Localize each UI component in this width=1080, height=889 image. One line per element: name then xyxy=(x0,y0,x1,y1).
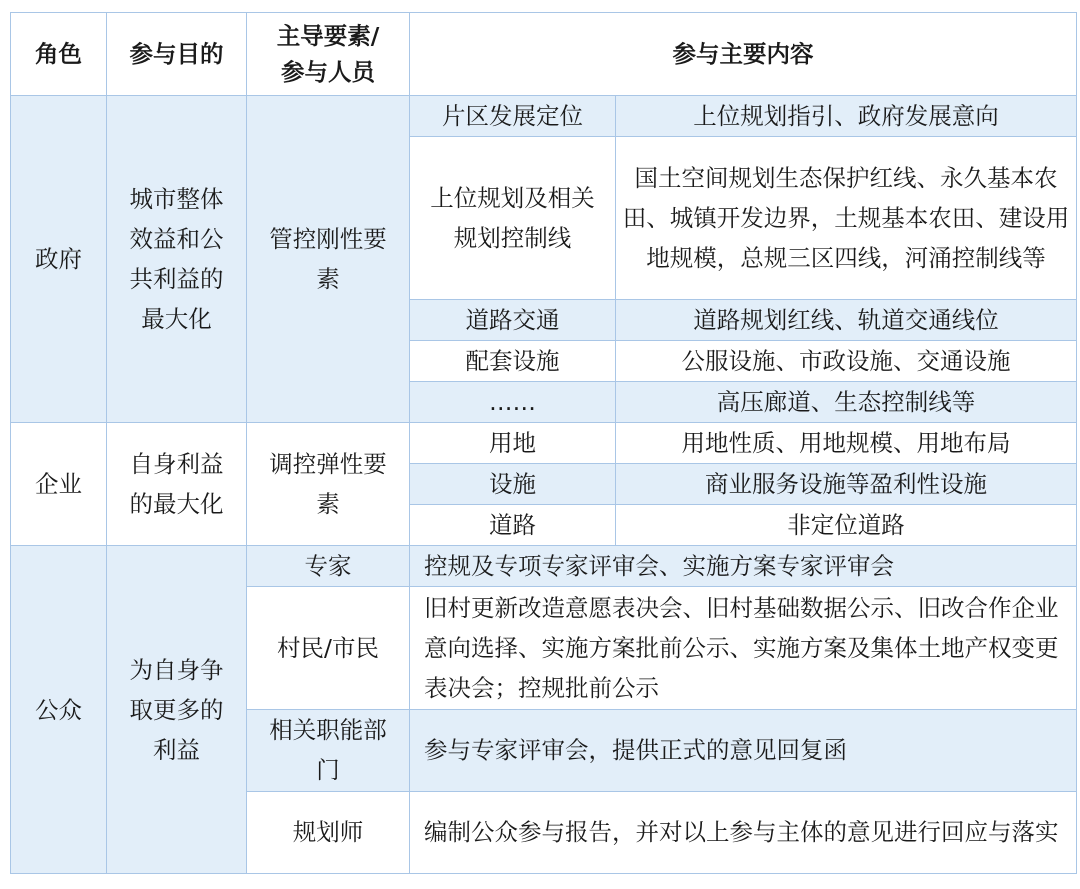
public-participant: 村民/市民 xyxy=(247,587,410,709)
gov-detail: 国土空间规划生态保护红线、永久基本农田、城镇开发边界，土规基本农田、建设用地规模，总规三区四线，河涌控制线等 xyxy=(616,137,1077,299)
element-enterprise: 调控弹性要素 xyxy=(247,422,410,545)
ent-item: 道路 xyxy=(410,505,616,546)
gov-item: 道路交通 xyxy=(410,299,616,340)
purpose-public: 为自身争取更多的利益 xyxy=(107,546,247,874)
public-participant: 专家 xyxy=(247,546,410,587)
public-detail: 控规及专项专家评审会、实施方案专家评审会 xyxy=(410,546,1077,587)
gov-item: …… xyxy=(410,381,616,422)
header-content: 参与主要内容 xyxy=(410,13,1077,96)
public-participant: 规划师 xyxy=(247,791,410,873)
ent-detail: 商业服务设施等盈利性设施 xyxy=(616,464,1077,505)
gov-item: 上位规划及相关规划控制线 xyxy=(410,137,616,299)
participation-table xyxy=(10,12,1077,874)
public-detail: 参与专家评审会，提供正式的意见回复函 xyxy=(410,709,1077,791)
header-purpose: 参与目的 xyxy=(107,13,247,96)
public-participant: 相关职能部门 xyxy=(247,709,410,791)
public-detail: 编制公众参与报告，并对以上参与主体的意见进行回应与落实 xyxy=(410,791,1077,873)
header-element: 主导要素/参与人员 xyxy=(247,13,410,96)
header-role: 角色 xyxy=(11,13,107,96)
gov-detail: 公服设施、市政设施、交通设施 xyxy=(616,340,1077,381)
role-public: 公众 xyxy=(11,546,107,874)
element-government: 管控刚性要素 xyxy=(247,96,410,423)
role-enterprise: 企业 xyxy=(11,422,107,545)
purpose-enterprise: 自身利益的最大化 xyxy=(107,422,247,545)
ent-item: 设施 xyxy=(410,464,616,505)
purpose-government: 城市整体效益和公共利益的最大化 xyxy=(107,96,247,423)
ent-item: 用地 xyxy=(410,422,616,463)
ent-detail: 用地性质、用地规模、用地布局 xyxy=(616,422,1077,463)
gov-detail: 上位规划指引、政府发展意向 xyxy=(616,96,1077,137)
gov-item: 片区发展定位 xyxy=(410,96,616,137)
gov-detail: 道路规划红线、轨道交通线位 xyxy=(616,299,1077,340)
role-government: 政府 xyxy=(11,96,107,423)
ent-detail: 非定位道路 xyxy=(616,505,1077,546)
public-detail: 旧村更新改造意愿表决会、旧村基础数据公示、旧改合作企业意向选择、实施方案批前公示、实施方案及集体土地产权变更表决会；控规批前公示 xyxy=(410,587,1077,709)
gov-detail: 高压廊道、生态控制线等 xyxy=(616,381,1077,422)
gov-item: 配套设施 xyxy=(410,340,616,381)
